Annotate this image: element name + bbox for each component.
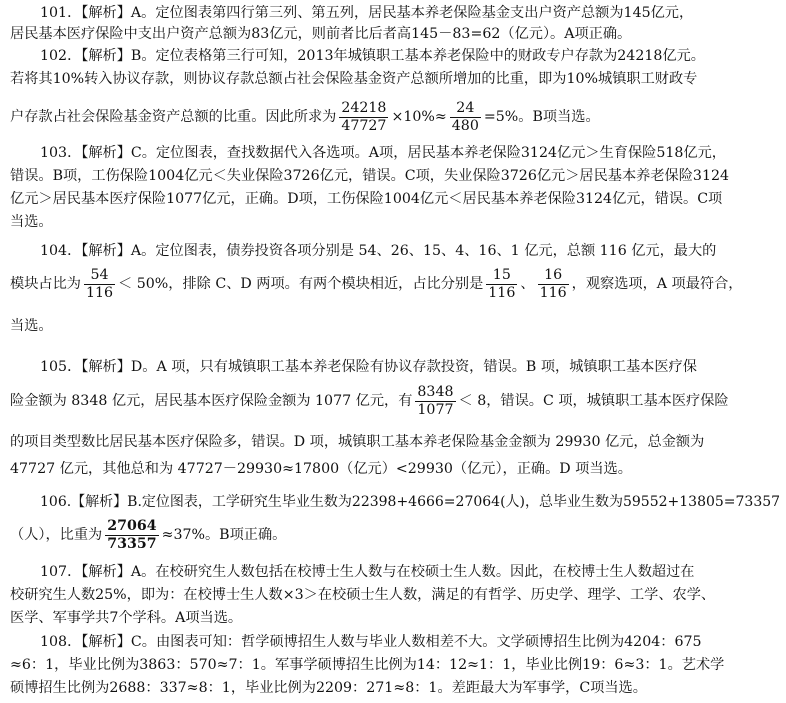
q104-separator: 、 (520, 276, 535, 292)
q104-line-2 (10, 264, 743, 304)
q102-line-3 (10, 97, 600, 137)
q104-fraction-2 (486, 267, 517, 302)
q105-fraction (415, 384, 455, 419)
q103-line-2: 错误。B项，工伤保险1004亿元＜失业保险3726亿元，错误。C项，失业保险3726亿元＞居民基本养老保险3124 (10, 168, 730, 184)
q106-line-2 (10, 515, 286, 555)
q108-line-2: ≈6：1，毕业比例为3863：570≈7：1。军事学硕博招生比例为14：12≈1：1，毕业比例19：6≈3：1。艺术学 (10, 657, 725, 673)
q102-text-b: =5%。B项当选。 (483, 109, 600, 125)
q103-line-4: 当选。 (10, 214, 53, 230)
q102-fraction-1-denominator: 47727 (341, 117, 387, 134)
q105-line-4: 47727 亿元，其他总和为 47727－29930≈17800（亿元）<29930（亿元），正确。D 项当选。 (10, 461, 632, 477)
q108-line-3: 硕博招生比例为2688：337≈8：1，毕业比例为2209：271≈8：1。差距最大为军事学，C项当选。 (10, 680, 647, 696)
q105-line-1: 105．【解析】D。A 项，只有城镇职工基本养老保险有协议存款投资，错误。B 项，城镇职工基本医疗保 (40, 359, 697, 375)
q104-line-1: 104．【解析】A。定位图表，债券投资各项分别是 54、26、15、4、16、1 亿元，总额 116 亿元，最大的 (40, 243, 717, 259)
q102-fraction-2-numerator: 24 (450, 100, 481, 118)
q107-line-1: 107．【解析】A。在校研究生人数包括在校博士生人数与在校硕士生人数。因此，在校博士生人数超过在 (40, 564, 695, 580)
q104-text-c: ，观察选项，A 项最符合， (571, 276, 743, 292)
q101-line-2: 居民基本医疗保险中支出户资产总额为83亿元，则前者比后者高145－83=62（亿元）。A项正确。 (10, 26, 632, 42)
q102-line-1: 102．【解析】B。定位表格第三行可知，2013年城镇职工基本养老保险中的财政专户存款为24218亿元。 (40, 48, 705, 64)
q104-fraction-1-numerator: 54 (84, 267, 115, 285)
q107-line-2: 校研究生人数25%，即为：在校博士生人数×3＞在校硕士生人数，满足的有哲学、历史学、理学、工学、农学、 (10, 587, 716, 603)
q105-line-2 (10, 381, 729, 421)
q104-text-a: 模块占比为 (10, 276, 81, 292)
q105-text-b: ＜ 8，错误。C 项，城镇职工基本医疗保险 (458, 393, 729, 409)
q106-text-a: （人），比重为 (10, 527, 103, 543)
q105-text-a: 险金额为 8348 亿元，居民基本医疗保险金额为 1077 亿元，有 (10, 393, 413, 409)
q102-fraction-1-numerator: 24218 (341, 99, 387, 116)
q104-fraction-3-denominator: 116 (539, 284, 567, 301)
q106-text-b: ≈37%。B项正确。 (161, 527, 287, 543)
q104-fraction-1-denominator: 116 (85, 284, 114, 301)
q105-line-3: 的项目类型数比居民基本医疗保险多，错误。D 项，城镇职工基本养老保险基金金额为 29930 亿元，总金额为 (10, 434, 705, 450)
q104-fraction-3-numerator: 16 (538, 267, 569, 285)
q104-fraction-3 (538, 267, 569, 302)
q104-fraction-2-numerator: 15 (486, 267, 517, 285)
q102-fraction-2-denominator: 480 (451, 117, 479, 134)
q102-operator: ×10%≈ (391, 109, 447, 125)
q105-fraction-numerator: 8348 (417, 383, 454, 400)
q103-line-3: 亿元＞居民基本医疗保险1077亿元，正确。D项，工伤保险1004亿元＜居民基本养老保险3124亿元，错误。C项 (10, 191, 723, 207)
q105-fraction-denominator: 1077 (417, 401, 454, 418)
q106-fraction-denominator: 73357 (107, 535, 157, 552)
q108-line-1: 108．【解析】C。由图表可知：哲学硕博招生人数与毕业人数相差不大。文学硕博招生比例为4204：675 (40, 634, 702, 650)
q101-line-1: 101．【解析】A。定位图表第四行第三列、第五列，居民基本养老保险基金支出户资产总额为145亿元， (40, 5, 694, 21)
q106-fraction (105, 518, 158, 553)
q106-line-1: 106.【解析】B.定位图表，工学研究生毕业生数为22398+4666=27064(人)，总毕业生数为59552+13805=73357 (40, 494, 781, 510)
q104-fraction-2-denominator: 116 (488, 284, 516, 301)
q104-fraction-1 (84, 267, 115, 302)
q104-line-3: 当选。 (10, 318, 53, 334)
q107-line-3: 医学、军事学共7个学科。A项当选。 (10, 610, 243, 626)
q102-fraction-1 (339, 100, 388, 135)
q103-line-1: 103．【解析】C。定位图表，查找数据代入各选项。A项，居民基本养老保险3124亿元＞生育保险518亿元， (40, 145, 726, 161)
q106-fraction-numerator: 27064 (107, 517, 157, 534)
q104-text-b: ＜ 50%，排除 C、D 两项。有两个模块相近，占比分别是 (118, 276, 484, 292)
q102-fraction-2 (450, 100, 481, 135)
q102-text-a: 户存款占社会保险基金资产总额的比重。因此所求为 (10, 109, 337, 125)
q102-line-2: 若将其10%转入协议存款，则协议存款总额占社会保险基金资产总额所增加的比重，即为10%城镇职工财政专 (10, 71, 698, 87)
